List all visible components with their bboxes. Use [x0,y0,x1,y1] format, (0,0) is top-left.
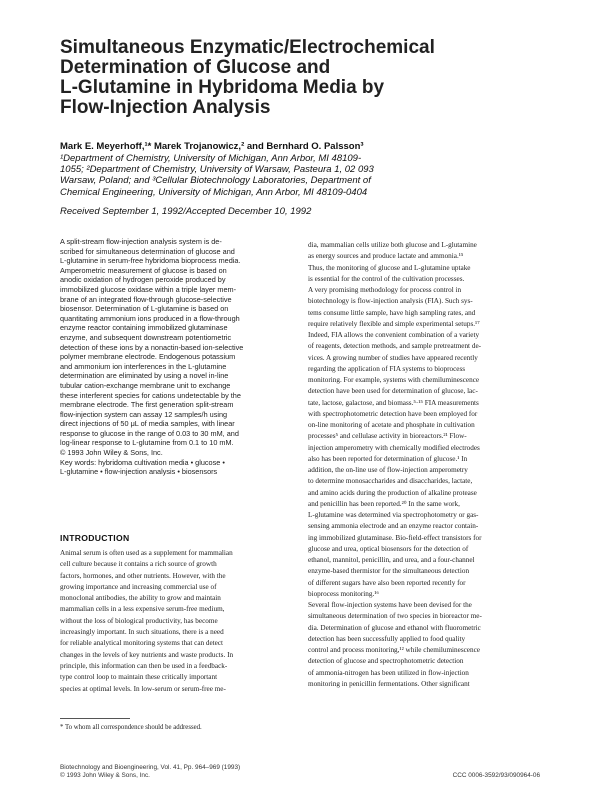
title-line: L-Glutamine in Hybridoma Media by [60,77,385,98]
right-line: ethanol, mannitol, penicillin, and urea, and a four-channel [308,556,475,564]
right-line: addition, the on-line use of flow-injection amperometry [308,466,468,474]
right-line: and amino acids during the production of alkaline protease [308,488,477,497]
right-line: L-glutamine was determined via spectrophotometry or gas- [308,511,479,519]
right-line: require relatively flexible and simple experimental setups.¹⁷ [308,319,480,328]
right-line: control and process monitoring,¹² while chemiluminescence [308,646,480,654]
intro-line: without the loss of biological productivity, has become [60,616,218,625]
right-line: simultaneous determination of two species in bioreactor me- [308,612,482,621]
right-line: on-line monitoring of acetate and phosphate in cultivation [308,421,475,429]
intro-line: principle, this information can then be used in a feedback- [60,661,228,670]
abstract-line: L-glutamine in serum-free hybridoma bioprocess media. [60,256,241,266]
introduction-text [60,548,292,695]
right-line: glucose and urea, optical biosensors for the detection of [308,544,469,553]
abstract-line: log-linear response to L-glutamine from 0.1 to 10 mM. [60,438,234,448]
right-line: detection has been successfully applied to food quality [308,634,466,643]
affiliations [60,153,540,198]
right-line: Several flow-injection systems have been devised for the [308,601,472,609]
abstract-line: enzyme reactor containing immobilized glutaminase [60,323,228,333]
authors: Mark E. Meyerhoff,¹* Marek Trojanowicz,² and Bernhard O. Palsson³ [60,141,364,152]
intro-line: mammalian cells in a less expensive serum-free medium, [60,605,225,614]
right-line: A very promising methodology for process control in [308,286,462,294]
right-line: sensing ammonia electrode and an enzyme reactor contain- [308,522,479,531]
affiliation-line: ¹Department of Chemistry, University of Michigan, Ann Arbor, MI 48109- [60,153,362,164]
abstract-line: detection of these ions by a nonactin-based ion-selective [60,342,244,352]
abstract-line: © 1993 John Wiley & Sons, Inc. [60,448,163,458]
affiliation-line: Chemical Engineering, University of Michigan, Ann Arbor, MI 48109-0404 [60,186,368,198]
footnote-divider [60,718,130,719]
abstract [60,237,292,477]
right-line: as energy sources and produce lactate and ammonia.¹⁵ [308,252,464,261]
right-line: injection amperometry with chemically modified electrodes [308,443,480,452]
abstract-line: determination are eliminated by using a novel in-line [60,371,229,381]
right-line: tems consume little sample, have high sampling rates, and [308,308,476,317]
ccc-code: CCC 0006-3592/93/090964-06 [452,772,540,779]
abstract-line: membrane electrode. The first generation split-stream [60,400,234,410]
intro-line: factors, hormones, and other nutrients. However, with the [60,571,226,580]
intro-line: for reliable analytical monitoring systems that can detect [60,639,224,648]
abstract-line: these interferent species for cations undetectable by the [60,390,241,400]
journal-line: © 1993 John Wiley & Sons, Inc. [60,772,150,779]
footnote: * To whom all correspondence should be addressed. [60,724,202,731]
abstract-line: scribed for simultaneous determination of glucose and [60,246,235,256]
introduction-heading: INTRODUCTION [60,533,130,543]
right-line: processes⁵ and cellulase activity in bioreactors.²¹ Flow- [308,432,467,441]
right-line: tate, lactose, galactose, and biomass.⁵·¹⁵ FIA measurements [308,398,479,407]
right-line: of different sugars have also been reported recently for [308,578,466,587]
right-line: ing immobilized glutaminase. Bio-field-effect transistors for [308,533,482,542]
abstract-line: polymer membrane electrode. Endogenous potassium [60,352,236,362]
abstract-line: direct injections of 50 μL of media samples, with linear [60,419,235,429]
right-line: with spectrophotometric detection have been employed for [308,409,478,418]
paper-title [60,38,540,118]
right-line: bioprocess monitoring.¹⁶ [308,589,379,598]
right-line: enzyme-based thermistor for the simultaneous detection [308,567,470,576]
abstract-line: A split-stream flow-injection analysis system is de- [60,237,222,246]
right-line: monitoring. For example, systems with chemiluminescence [308,376,480,384]
right-line: Thus, the monitoring of glucose and L-glutamine uptake [308,263,471,272]
intro-line: cell culture because it contains a rich source of growth [60,560,217,569]
abstract-line: tubular cation-exchange membrane unit to exchange [60,380,231,390]
right-line: and penicillin has been reported.²⁰ In the same work, [308,499,460,508]
abstract-line: brane of an integrated flow-through glucose-selective [60,294,232,304]
intro-line: Animal serum is often used as a supplement for mammalian [60,549,233,557]
right-line: also has been reported for determination of glucose.¹ In [308,454,468,463]
right-line: detection of glucose and spectrophotometric detection [308,657,464,666]
abstract-line: biosensor. Determination of L-glutamine is based on [60,304,229,314]
right-line: detection have been used for determination of glucose, lac- [308,387,478,396]
right-line: monitoring in penicillin fermentations. Other significant [308,679,470,688]
right-line: Indeed, FIA allows the convenient combination of a variety [308,331,480,339]
keywords [60,458,292,477]
right-column-text [308,240,540,690]
abstract-line: and ammonium ion interferences in the L-glutamine [60,361,227,371]
abstract-line: flow-injection system can assay 12 samples/h using [60,409,228,419]
abstract-line: anodic oxidation of hydrogen peroxide produced by [60,275,226,285]
abstract-line: quantitating ammonium ions produced in a flow-through [60,313,240,323]
abstract-line: immobilized glucose oxidase within a triple layer mem- [60,284,237,294]
right-line: dia, mammalian cells utilize both glucose and L-glutamine [308,241,477,249]
right-line: to determine monosaccharides and disaccharides, lactate, [308,477,473,486]
intro-line: type control loop to maintain these critically important [60,673,218,682]
title-line: Flow-Injection Analysis [60,97,271,118]
keywords-line: L-glutamine • flow-injection analysis • biosensors [60,467,218,477]
intro-line: species at optimal levels. In low-serum or serum-free me- [60,684,226,693]
abstract-line: response to glucose in the range of 0.03 to 30 mM, and [60,428,239,438]
title-line: Simultaneous Enzymatic/Electrochemical [60,37,435,58]
abstract-line: enzyme, and subsequent downstream potentiometric [60,332,232,342]
right-line: dia. Determination of glucose and ethanol with fluorometric [308,623,481,632]
affiliation-line: Warsaw, Poland; and ³Cellular Biotechnology Laboratories, Department of [60,175,371,187]
intro-line: growing importance and increasing commercial use of [60,582,217,591]
abstract-line: Amperometric measurement of glucose is based on [60,265,227,275]
journal-line: Biotechnology and Bioengineering, Vol. 41, Pp. 964–969 (1993) [60,764,241,771]
right-line: of reagents, detection methods, and sample pretreatment de- [308,342,482,351]
right-line: regarding the application of FIA systems to bioprocess [308,364,466,373]
right-line: is essential for the control of the cultivation processes. [308,274,465,283]
affiliation-line: 1055; ²Department of Chemistry, University of Warsaw, Pasteura 1, 02 093 [60,164,374,176]
title-line: Determination of Glucose and [60,57,331,78]
right-line: biotechnology is flow-injection analysis (FIA). Such sys- [308,297,473,306]
received-dates: Received September 1, 1992/Accepted December 10, 1992 [60,206,312,217]
right-line: of ammonia-nitrogen has been utilized in flow-injection [308,668,469,677]
intro-line: monoclonal antibodies, the ability to grow and maintain [60,594,221,603]
keywords-line: Key words: hybridoma cultivation media • glucose • [60,457,225,467]
intro-line: changes in the levels of key nutrients and waste products. In [60,650,234,659]
journal-citation [60,764,240,780]
right-line: vices. A growing number of studies have appeared recently [308,353,478,362]
intro-line: increasingly important. In such situations, there is a need [60,628,224,637]
